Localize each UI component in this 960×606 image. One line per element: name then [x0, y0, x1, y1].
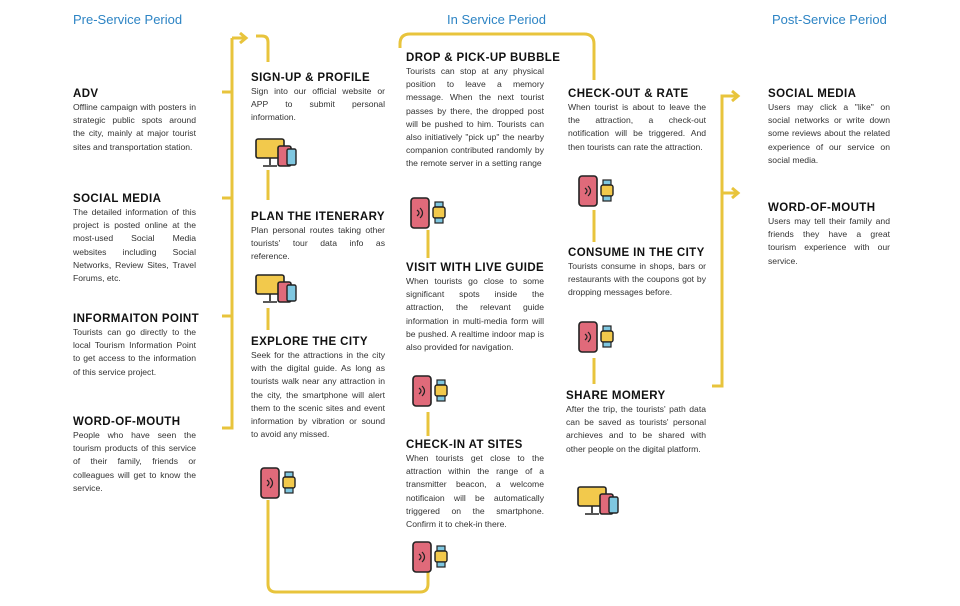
- share-title: SHARE MOMERY: [566, 390, 666, 402]
- plan-title: PLAN THE ITENERARY: [251, 211, 385, 223]
- phone-watch-icon: [410, 540, 450, 574]
- share-desc: After the trip, the tourists' path data can be saved as tourists' personal archieves and to be shared with other people on the digital platform.: [566, 404, 706, 454]
- bubble-block: [406, 52, 561, 171]
- explore-block: [251, 336, 385, 441]
- checkout-desc: When tourist is about to leave the the attraction, a check-out notification will be triggered. And then tourists can rate the attraction.: [568, 102, 706, 152]
- computer-icon: [254, 272, 298, 306]
- col2-bottom-loop: [268, 500, 428, 592]
- consume-block: [568, 247, 706, 300]
- post-service-bracket: [712, 91, 738, 386]
- share-block: [566, 390, 706, 456]
- signup-block: [251, 72, 385, 125]
- bubble-title: DROP & PICK-UP BUBBLE: [406, 52, 561, 64]
- checkin-title: CHECK-IN AT SITES: [406, 439, 523, 451]
- post-wom-title: WORD-OF-MOUTH: [768, 202, 876, 214]
- pre-wom-desc: People who have seen the tourism products of this service of their family, friends or colleagues will get to know the service.: [73, 430, 196, 493]
- explore-desc: Seek for the attractions in the city with the digital guide. As long as tourists walk near any attraction in the city, the smartphone will alert them to the scenic sites and event information by vibration or sound to avoid any missed.: [251, 350, 385, 440]
- checkin-desc: When tourists get close to the attraction within the range of a transmitter beacon, a welcome notificaion will be automatically triggered on the smartphone. Confirm it to chek-in there.: [406, 453, 544, 530]
- pre-wom-block: [73, 416, 196, 495]
- consume-desc: Tourists consume in shops, bars or restaurants with the coupons got by dropping messages before.: [568, 261, 706, 298]
- explore-title: EXPLORE THE CITY: [251, 336, 368, 348]
- computer-icon: [254, 136, 298, 170]
- phone-watch-icon: [576, 174, 616, 208]
- post-wom-block: [768, 202, 890, 268]
- checkout-title: CHECK-OUT & RATE: [568, 88, 689, 100]
- post-social-block: [768, 88, 890, 167]
- phase-pre-service: Pre-Service Period: [73, 12, 183, 27]
- phone-watch-icon: [576, 320, 616, 354]
- pre-adv-desc: Offline campaign with posters in strategic public spots around the city, mainly at major tourist sites and transportation station.: [73, 102, 196, 152]
- signup-desc: Sign into our official website or APP to submit personal information.: [251, 86, 385, 123]
- phase-post-service: Post-Service Period: [772, 12, 887, 27]
- live-guide-desc: When tourists go close to some significant spots inside the attraction, the relevant guide information in multi-media form will be pushed. A realtime indoor map is also provided for navigation.: [406, 276, 544, 353]
- signup-title: SIGN-UP & PROFILE: [251, 72, 371, 84]
- bubble-desc: Tourists can stop at any physical position to leave a memory message. When the next tourist passes by there, the dropped post will be pushed to him. Tourists can also initiatively "pick up" the nearby companion contributed randomly by the remote server in a setting range: [406, 66, 544, 169]
- plan-desc: Plan personal routes taking other tourists' tour data info as reference.: [251, 225, 385, 262]
- live-guide-title: VISIT WITH LIVE GUIDE: [406, 262, 545, 274]
- pre-info-point-block: [73, 313, 200, 379]
- checkin-block: [406, 439, 544, 531]
- pre-social-title: SOCIAL MEDIA: [73, 193, 162, 205]
- phone-watch-icon: [410, 374, 450, 408]
- pre-info-point-desc: Tourists can go directly to the local Tourism Information Point to get access to the information of this service project.: [73, 327, 196, 377]
- pre-adv-title: ADV: [73, 88, 99, 100]
- computer-icon: [576, 484, 620, 518]
- plan-block: [251, 211, 385, 264]
- pre-info-point-title: INFORMAITON POINT: [73, 313, 200, 325]
- post-social-desc: Users may click a "like" on social networks or write down some reviews about the related experience of our service on social media.: [768, 102, 890, 165]
- post-social-title: SOCIAL MEDIA: [768, 88, 857, 100]
- pre-social-desc: The detailed information of this project is posted online at the most-used Social Media websites including Social Networks, Review Sites, Travel Forums, etc.: [73, 207, 196, 284]
- col2-top-curve: [256, 36, 268, 62]
- phone-watch-icon: [408, 196, 448, 230]
- live-guide-block: [406, 262, 544, 354]
- pre-wom-title: WORD-OF-MOUTH: [73, 416, 181, 428]
- pre-adv-block: [73, 88, 196, 154]
- consume-title: CONSUME IN THE CITY: [568, 247, 705, 259]
- pre-service-bracket: [222, 38, 232, 428]
- checkout-block: [568, 88, 706, 154]
- pre-social-block: [73, 193, 196, 285]
- phone-watch-icon: [258, 466, 298, 500]
- post-wom-desc: Users may tell their family and friends they have a great tourism experience with our service.: [768, 216, 890, 266]
- pre-service-arrow: [232, 33, 246, 43]
- phase-in-service: In Service Period: [447, 12, 546, 27]
